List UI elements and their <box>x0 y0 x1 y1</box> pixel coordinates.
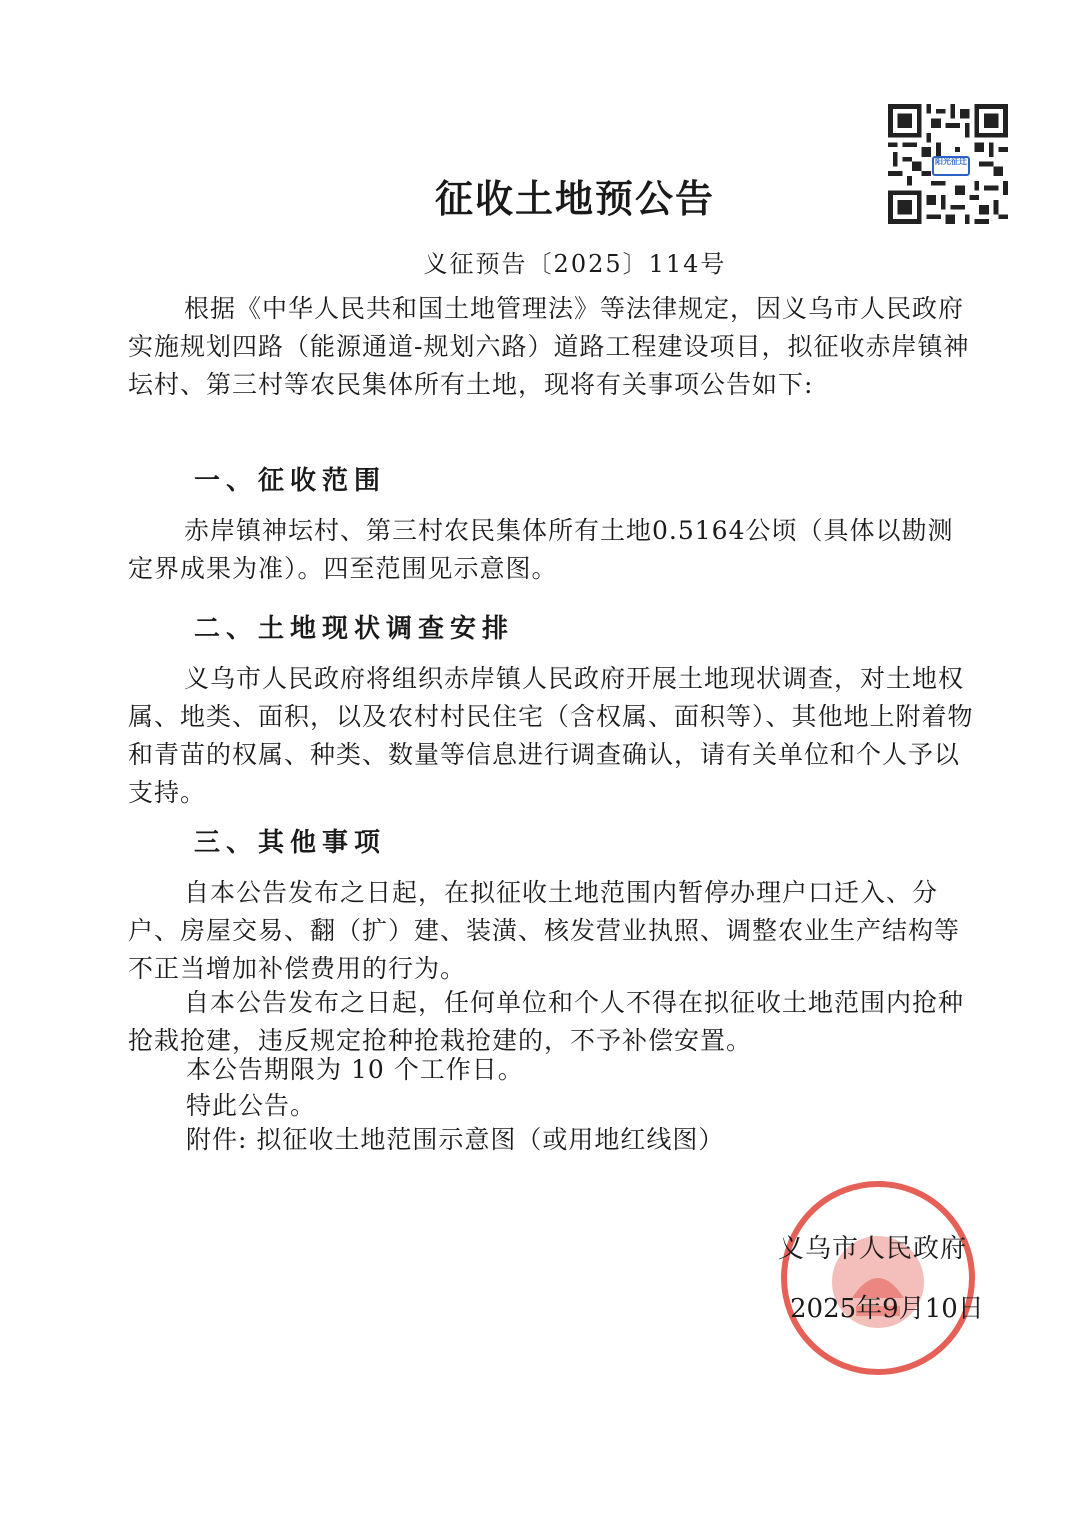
section-body-survey: 义乌市人民政府将组织赤岸镇人民政府开展土地现状调查，对土地权属、地类、面积，以及农村村民住宅（含权属、面积等）、其他地上附着物和青苗的权属、种类、数量等信息进行调查确认，请有关单位和个人予以支持。 <box>128 664 974 807</box>
official-seal <box>760 1178 996 1378</box>
issuer-signature: 义乌市人民政府 <box>778 1234 968 1264</box>
intro-paragraph: 根据《中华人民共和国土地管理法》等法律规定，因义乌市人民政府实施规划四路（能源通道-规划六路）道路工程建设项目，拟征收赤岸镇神坛村、第三村等农民集体所有土地，现将有关事项公告如下: <box>128 294 970 399</box>
notice-period: 本公告期限为 10 个工作日。 <box>186 1055 524 1084</box>
section-heading-survey: 二、土地现状调查安排 <box>194 614 515 644</box>
section-body-other-1: 自本公告发布之日起，在拟征收土地范围内暂停办理户口迁入、分户、房屋交易、翻（扩）建、装潢、核发营业执照、调整农业生产结构等不正当增加补偿费用的行为。 <box>128 878 961 983</box>
qr-badge-label: 阳光征迁 <box>932 156 970 176</box>
section-heading-scope: 一、征收范围 <box>194 466 387 496</box>
page-title: 征收土地预公告 <box>434 176 715 221</box>
document-number: 义征预告〔2025〕114号 <box>423 250 727 278</box>
issue-date: 2025年9月10日 <box>790 1294 984 1324</box>
attachment-text: 附件: 拟征收土地范围示意图（或用地红线图） <box>186 1125 725 1154</box>
section-body-scope: 赤岸镇神坛村、第三村农民集体所有土地0.5164公顷（具体以勘测定界成果为准）。四至范围见示意图。 <box>128 516 954 583</box>
closing-text: 特此公告。 <box>186 1091 317 1120</box>
section-body-other-2: 自本公告发布之日起，任何单位和个人不得在拟征收土地范围内抢种抢栽抢建，违反规定抢种抢栽抢建的，不予补偿安置。 <box>128 988 965 1055</box>
section-heading-other: 三、其他事项 <box>194 828 387 858</box>
